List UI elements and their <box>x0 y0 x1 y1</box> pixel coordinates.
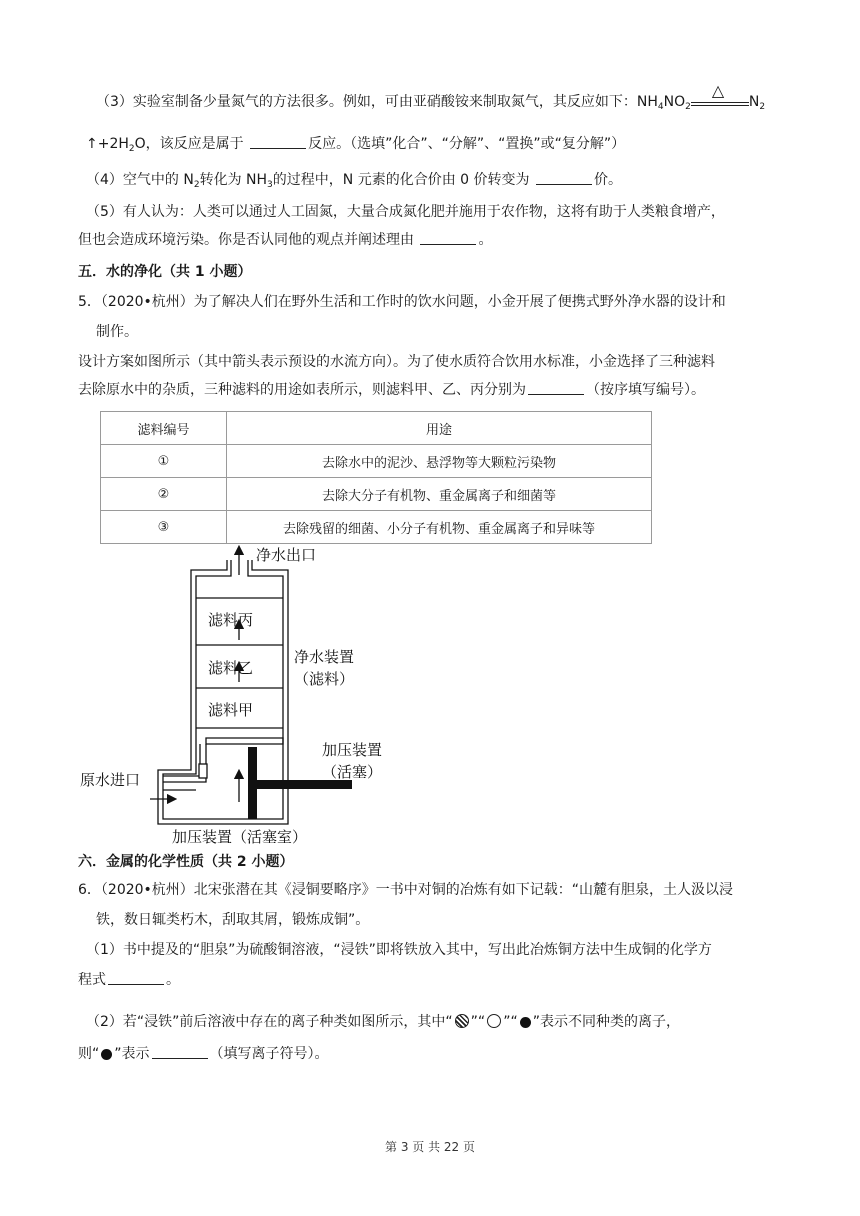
q4-part4-mid: 转化为 NH <box>199 172 268 188</box>
q6-part1-line2 <box>78 970 784 990</box>
riser-pipe <box>163 744 200 776</box>
answer-blank-opinion[interactable] <box>420 232 476 245</box>
reactant-subscript-1: 4 <box>657 102 664 112</box>
open-ion-icon <box>487 1014 501 1028</box>
answer-blank-ion-symbol[interactable] <box>152 1046 208 1059</box>
n2-subscript: 2 <box>193 180 200 190</box>
q4-part5-question: 但也会造成环境污染。你是否认同他的观点并阐述理由 <box>78 232 419 248</box>
product-formula: N <box>748 94 760 110</box>
filter-table <box>100 411 652 544</box>
label-purifier-device: 净水装置 <box>294 649 355 666</box>
table-cell-id: ③ <box>101 511 227 544</box>
q6-stem-line1: 6．（2020•杭州）北宋张潜在其《浸铜要略序》一书中对铜的冶炼有如下记载：“山麓有胆泉，土人汲以浸 <box>78 882 734 898</box>
q5-stem-line3: 设计方案如图所示（其中箭头表示预设的水流方向）。为了使水质符合饮用水标准，小金选择了三种滤料 <box>78 354 715 370</box>
table-row <box>101 478 652 511</box>
label-piston: （活塞） <box>322 764 383 781</box>
label-inlet: 原水进口 <box>80 772 141 789</box>
table-row <box>101 511 652 544</box>
table-cell-id: ① <box>101 445 227 478</box>
table-cell-use: 去除水中的泥沙、悬浮物等大颗粒污染物 <box>227 445 652 478</box>
reaction-bar-bottom <box>691 105 749 106</box>
q5-question-end: （按序填写编号）。 <box>586 382 705 398</box>
quote-sep-2: ”“ <box>503 1014 518 1030</box>
section6-heading: 六．金属的化学性质（共 2 小题） <box>78 854 294 870</box>
solid-ion-icon <box>101 1049 112 1060</box>
q4-part3-water: ↑+2H <box>86 136 129 152</box>
q5-stem-line2: 制作。 <box>96 324 138 340</box>
q6-stem-line2: 铁，数日辄类朽木，刮取其屑，锻炼成铜”。 <box>96 912 370 928</box>
table-header-id: 滤料编号 <box>101 412 227 445</box>
q4-part5-end: 。 <box>478 232 493 248</box>
q4-part3-line2 <box>86 134 792 159</box>
piston-handle <box>257 780 352 789</box>
answer-blank-filter-order[interactable] <box>528 382 584 395</box>
reaction-condition <box>691 81 749 112</box>
q6-part2-q-start: 则“ <box>78 1046 100 1062</box>
quote-sep-1: ”“ <box>470 1014 486 1030</box>
reactant-formula: NH <box>636 94 658 110</box>
page-footer: 第 3 页 共 22 页 <box>385 1140 475 1154</box>
q4-part4-unit: 价。 <box>593 172 622 188</box>
water-subscript: 2 <box>128 144 135 154</box>
section5-heading: 五．水的净化（共 1 小题） <box>78 264 252 280</box>
reaction-bar-top <box>691 102 749 103</box>
table-header-row <box>101 412 652 445</box>
q4-part3-options: 反应。（选填”化合”、“分解”、“置换”或“复分解”） <box>308 136 626 152</box>
q5-stem-line1: 5．（2020•杭州）为了解决人们在野外生活和工作时的饮水问题，小金开展了便携式野外净水器的设计和 <box>78 294 726 310</box>
q5-stem-line4 <box>78 380 784 400</box>
q6-part2-text-end: ”表示不同种类的离子， <box>532 1014 680 1030</box>
answer-blank-valence[interactable] <box>536 172 592 185</box>
q4-part4-question: 的过程中，N 元素的化合价由 0 价转变为 <box>272 172 534 188</box>
q4-part4-text: （4）空气中的 N <box>86 172 194 188</box>
table-header-use: 用途 <box>227 412 652 445</box>
q6-part2-line2 <box>78 1044 784 1064</box>
label-filter-a: 滤料甲 <box>208 702 254 719</box>
q4-part3-text: （3）实验室制备少量氮气的方法很多。例如，可由亚硝酸铵来制取氮气，其反应如下： <box>96 94 637 110</box>
label-purifier-filter: （滤料） <box>294 671 355 688</box>
reactant-subscript-2: 2 <box>685 102 691 112</box>
q4-part3-question: O，该反应是属于 <box>134 136 249 152</box>
table-cell-id: ② <box>101 478 227 511</box>
q4-part5-line2 <box>78 230 784 250</box>
table-cell-use: 去除残留的细菌、小分子有机物、重金属离子和异味等 <box>227 511 652 544</box>
hatched-ion-icon <box>455 1014 469 1028</box>
solid-ion-icon <box>520 1017 531 1028</box>
water-purifier-diagram <box>76 542 436 846</box>
filter-support-plate <box>206 738 283 744</box>
q6-part1-end: 。 <box>166 972 180 988</box>
q4-part3-line1 <box>96 81 802 117</box>
label-pressure-device: 加压装置 <box>322 742 383 759</box>
table-row <box>101 445 652 478</box>
table-cell-use: 去除大分子有机物、重金属离子和细菌等 <box>227 478 652 511</box>
label-outlet: 净水出口 <box>256 547 317 564</box>
q4-part5-line1: （5）有人认为：人类可以通过人工固氮，大量合成氮化肥并施用于农作物，这将有助于人类粮食增产， <box>86 204 725 220</box>
product-subscript: 2 <box>759 102 766 112</box>
answer-blank-reaction-type[interactable] <box>250 136 306 149</box>
q6-part2-q-end: （填写离子符号）。 <box>209 1046 329 1062</box>
reactant-formula-mid: NO <box>663 94 686 110</box>
q6-part2-text: （2）若“浸铁”前后溶液中存在的离子种类如图所示，其中“ <box>86 1014 453 1030</box>
answer-blank-equation[interactable] <box>108 972 164 985</box>
nh3-subscript: 3 <box>267 180 273 190</box>
q5-question: 去除原水中的杂质，三种滤料的用途如表所示，则滤料甲、乙、丙分别为 <box>78 382 526 398</box>
q6-part1-question: 程式 <box>78 972 106 988</box>
q6-part1-line1: （1）书中提及的“胆泉”为硫酸铜溶液，“浸铁”即将铁放入其中，写出此冶炼铜方法中生成铜的化学方 <box>86 942 712 958</box>
heat-delta-icon: △ <box>711 81 725 100</box>
piston-rod <box>248 747 257 819</box>
q4-part4 <box>86 170 792 195</box>
label-piston-chamber: 加压装置（活塞室） <box>172 829 308 846</box>
q6-part2-q-mid: ”表示 <box>114 1046 150 1062</box>
label-filter-c: 滤料丙 <box>208 612 254 629</box>
label-filter-b: 滤料乙 <box>208 660 254 677</box>
q6-part2-line1 <box>86 1012 792 1032</box>
